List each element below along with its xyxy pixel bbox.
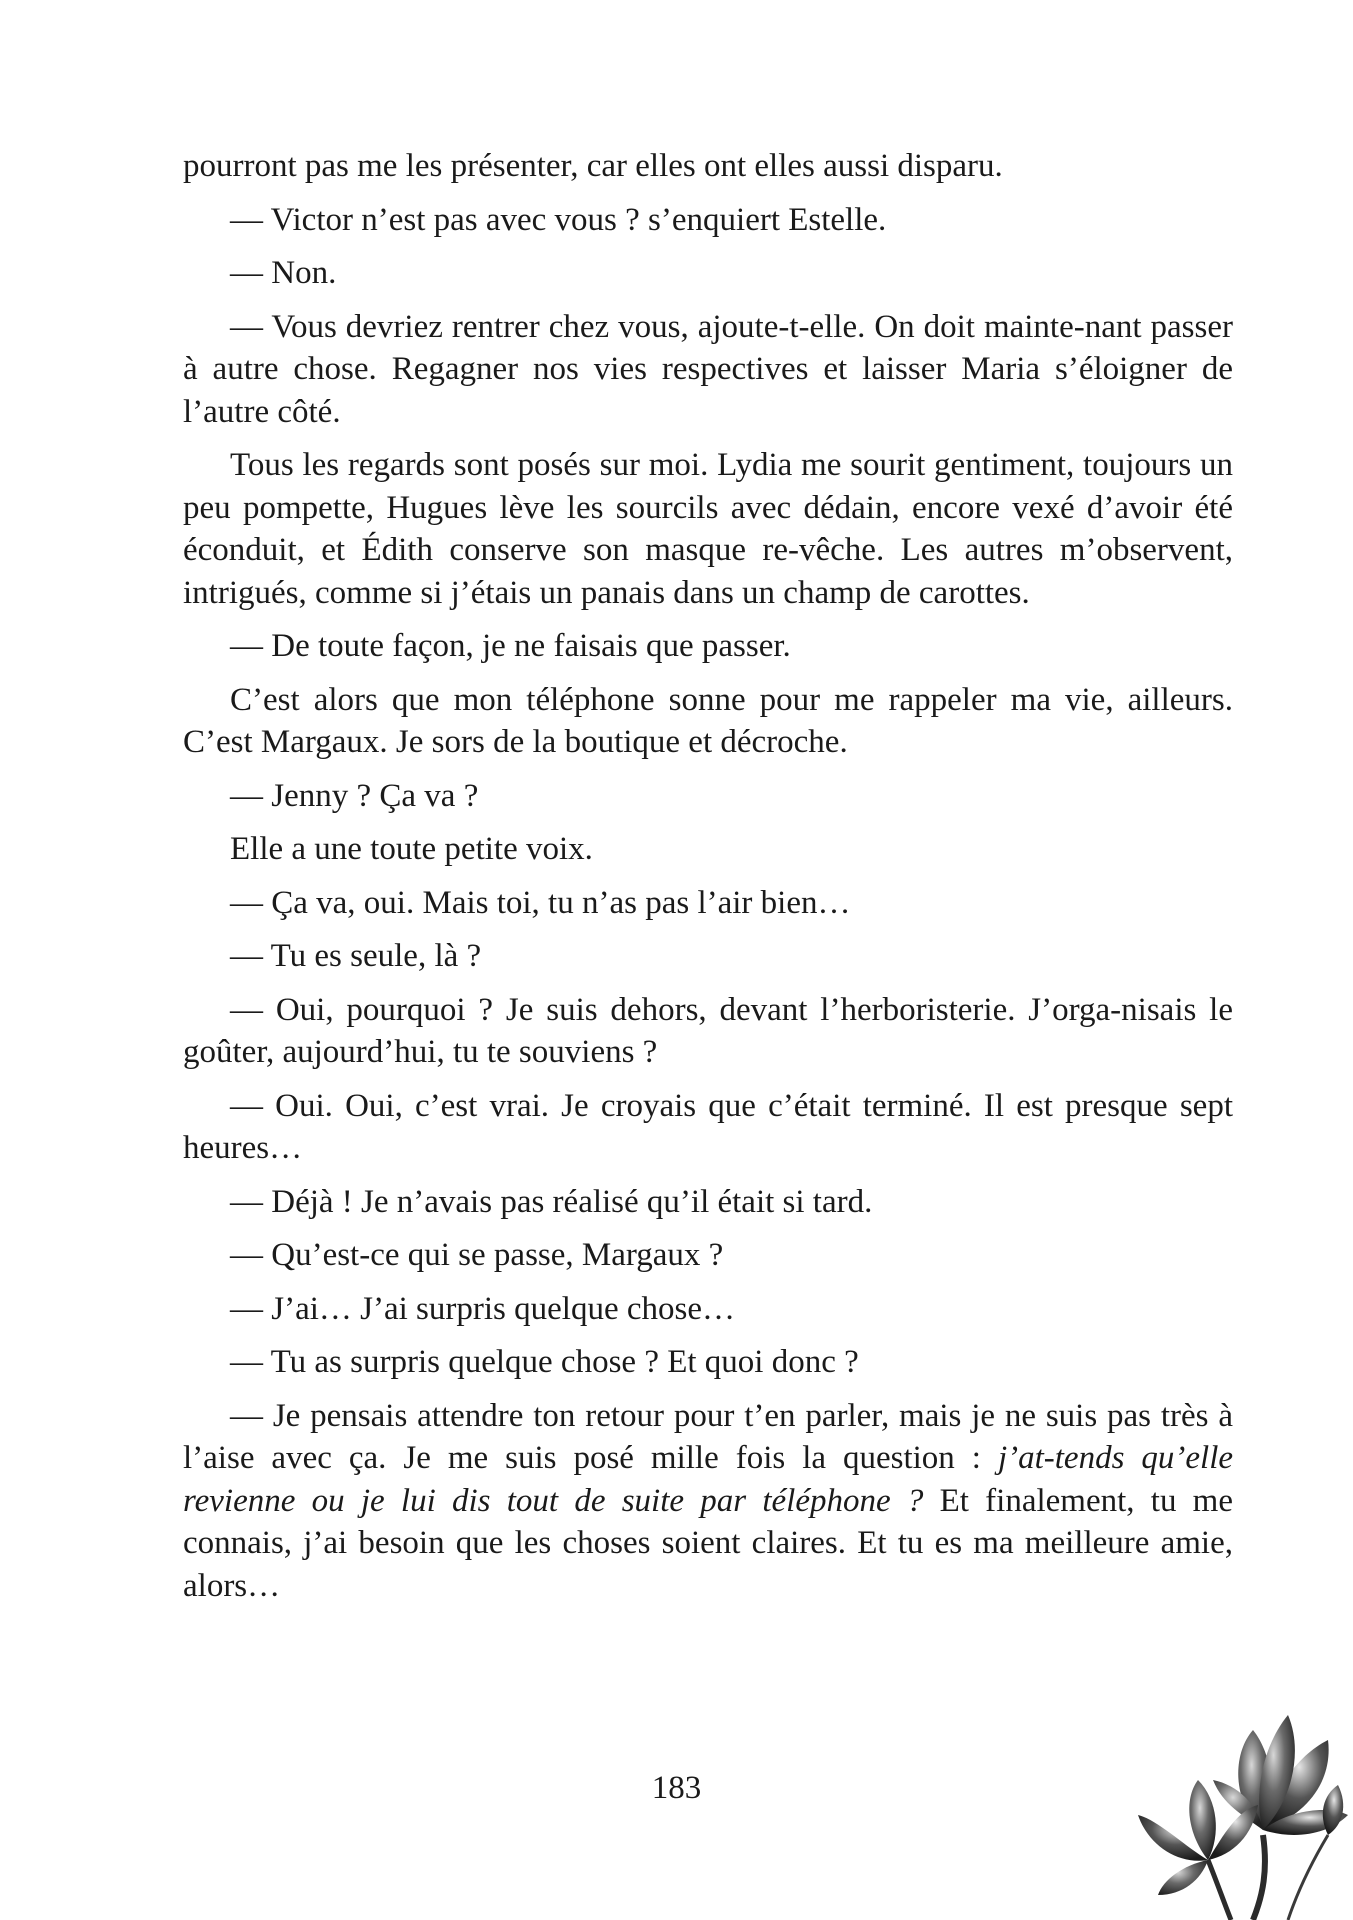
dialogue-line: — Oui. Oui, c’est vrai. Je croyais que c’était terminé. Il est presque sept heures… (183, 1087, 1233, 1166)
crocus-flower-icon (1113, 1685, 1353, 1920)
dialogue-line: — Vous devriez rentrer chez vous, ajoute-t-elle. On doit mainte-nant passer à autre chose. Regagner nos vies respectives et laisser Maria s’éloigner de l’autre côté. (183, 308, 1233, 430)
page-number: 183 (651, 1770, 702, 1806)
paragraph: pourront pas me les présenter, car elles ont elles aussi disparu. (183, 148, 1003, 184)
paragraph: Elle a une toute petite voix. (230, 831, 593, 867)
dialogue-line: — Jenny ? Ça va ? (230, 777, 479, 814)
dialogue-text-before: — Je pensais attendre ton retour pour t’en parler, mais je ne suis pas très à l’aise avec ça. Je me suis posé mille fois la question : (183, 1397, 1233, 1476)
dialogue-line: — Tu as surpris quelque chose ? Et quoi donc ? (230, 1344, 859, 1380)
dialogue-line: — Oui, pourquoi ? Je suis dehors, devant l’herboristerie. J’orga-nisais le goûter, aujourd’hui, tu te souviens ? (183, 991, 1233, 1070)
dialogue-line: — De toute façon, je ne faisais que passer. (230, 628, 791, 664)
dialogue-text-after: Et finalement, tu me connais, j’ai besoin que les choses soient claires. Et tu es ma meilleure amie, alors… (183, 1482, 1233, 1604)
dialogue-line: — Victor n’est pas avec vous ? s’enquiert Estelle. (230, 201, 887, 238)
paragraph: Tous les regards sont posés sur moi. Lydia me sourit gentiment, toujours un peu pompette, Hugues lève les sourcils avec dédain, encore vexé d’avoir été éconduit, et Édith conserve son masque re-vêche. Les autres m’observent, intrigués, comme si j’étais un panais dans un champ de carottes. (183, 447, 1233, 611)
dialogue-line: — Non. (230, 255, 337, 291)
dialogue-line: — Ça va, oui. Mais toi, tu n’as pas l’air bien… (230, 884, 851, 921)
dialogue-line: — Qu’est-ce qui se passe, Margaux ? (230, 1237, 724, 1273)
dialogue-line: — Déjà ! Je n’avais pas réalisé qu’il était si tard. (230, 1183, 873, 1220)
dialogue-line: — J’ai… J’ai surpris quelque chose… (230, 1290, 735, 1327)
dialogue-line: — Tu es seule, là ? (230, 938, 482, 974)
page-body (183, 145, 1233, 1618)
dialogue-line (183, 1395, 1233, 1608)
paragraph: C’est alors que mon téléphone sonne pour me rappeler ma vie, ailleurs. C’est Margaux. Je sors de la boutique et décroche. (183, 681, 1233, 760)
dialogue-text-italic: j’at-tends qu’elle revienne ou je lui dis tout de suite par téléphone ? (183, 1440, 1234, 1519)
